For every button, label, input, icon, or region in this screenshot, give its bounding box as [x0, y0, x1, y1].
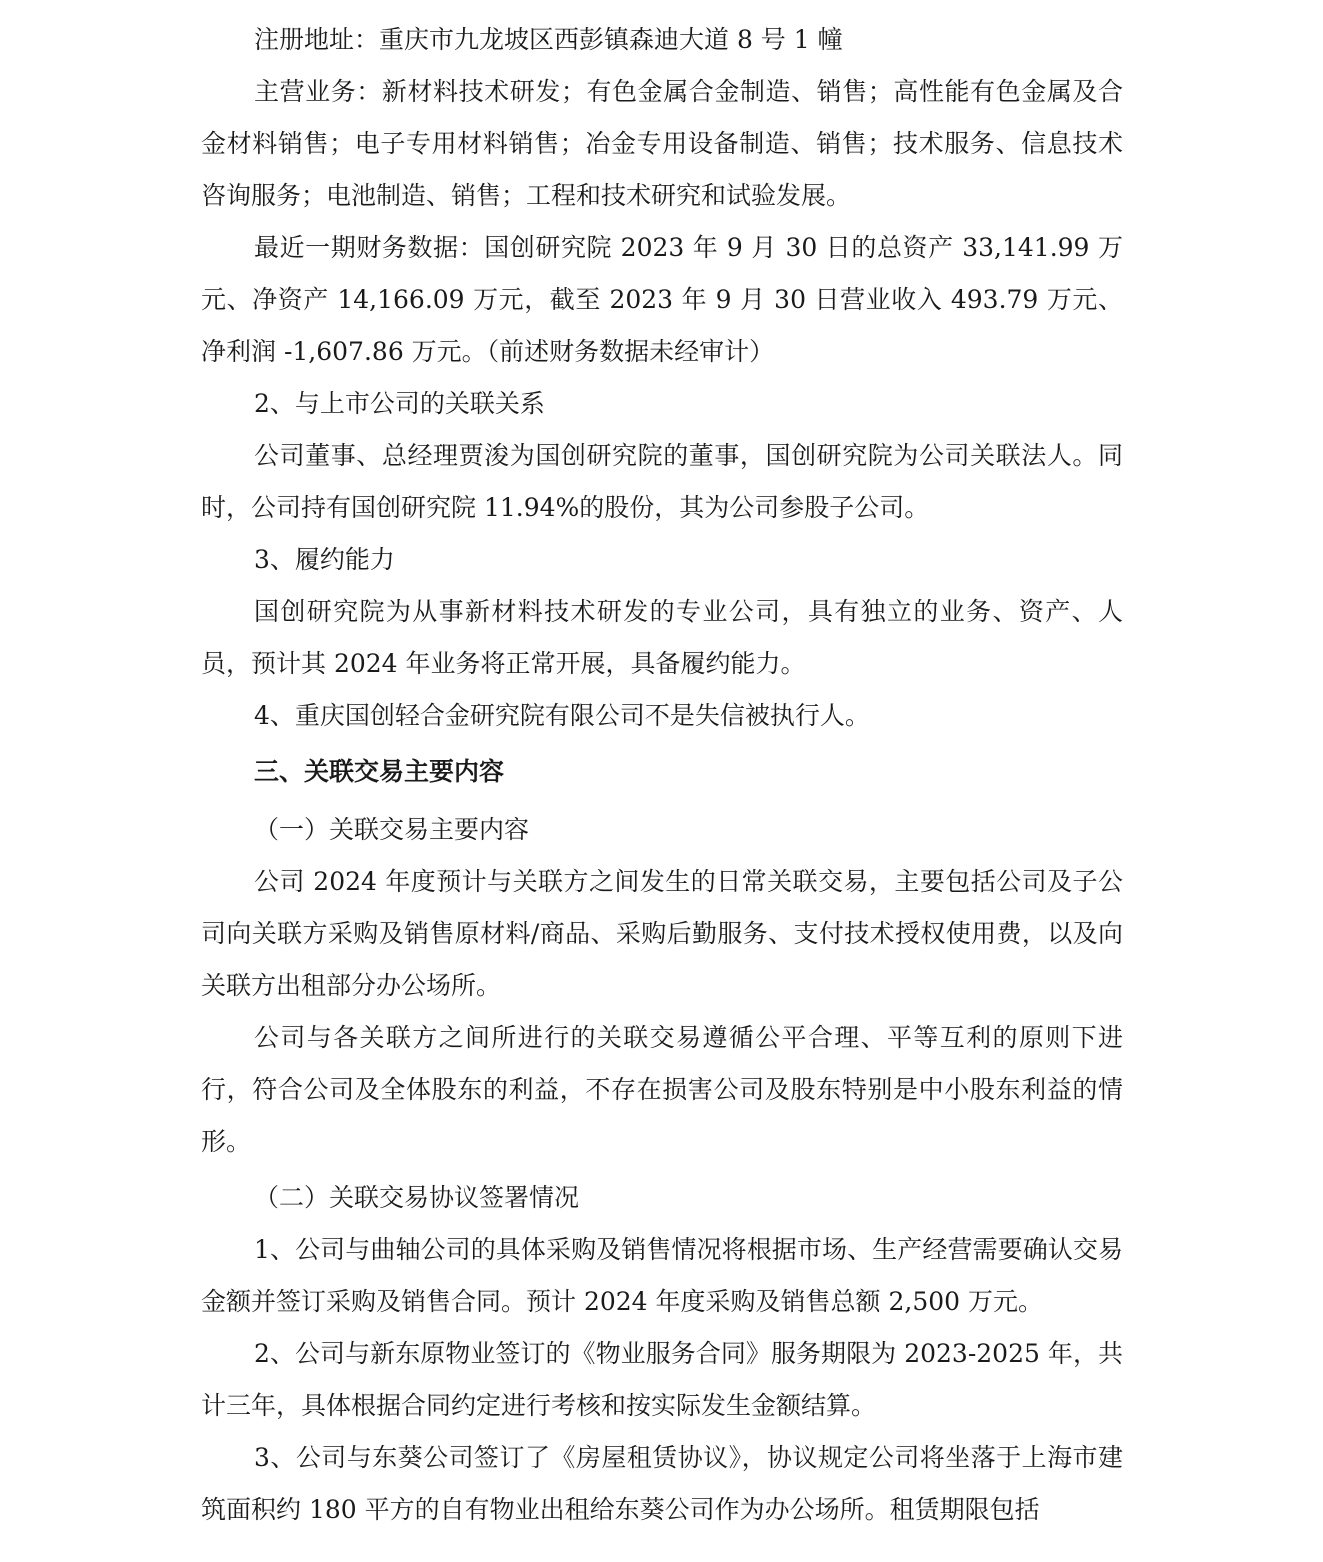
section-heading-transaction-content: 三、关联交易主要内容	[254, 757, 505, 786]
paragraph-not-dishonest: 4、重庆国创轻合金研究院有限公司不是失信被执行人。	[254, 701, 870, 730]
paragraph-capability-title: 3、履约能力	[254, 545, 395, 574]
subsection-title-agreements: （二）关联交易协议签署情况	[254, 1183, 580, 1212]
subsection-title-main-content: （一）关联交易主要内容	[254, 815, 530, 844]
paragraph-main-business: 主营业务：新材料技术研发；有色金属合金制造、销售；高性能有色金属及合金材料销售；电子专用材料销售；冶金专用设备制造、销售；技术服务、信息技术咨询服务；电池制造、销售；工程和技术研究和试验发展。	[201, 77, 1123, 210]
paragraph-agreement-lease: 3、公司与东葵公司签订了《房屋租赁协议》，协议规定公司将坐落于上海市建筑面积约 180 平方的自有物业出租给东葵公司作为办公场所。租赁期限包括	[201, 1443, 1123, 1524]
paragraph-agreement-property: 2、公司与新东原物业签订的《物业服务合同》服务期限为 2023-2025 年，共计三年，具体根据合同约定进行考核和按实际发生金额结算。	[201, 1339, 1123, 1420]
paragraph-relation-body: 公司董事、总经理贾浚为国创研究院的董事，国创研究院为公司关联法人。同时，公司持有国创研究院 11.94%的股份，其为公司参股子公司。	[201, 441, 1123, 522]
paragraph-agreement-crankshaft: 1、公司与曲轴公司的具体采购及销售情况将根据市场、生产经营需要确认交易金额并签订采购及销售合同。预计 2024 年度采购及销售总额 2,500 万元。	[201, 1235, 1123, 1316]
paragraph-capability-body: 国创研究院为从事新材料技术研发的专业公司，具有独立的业务、资产、人员，预计其 2024 年业务将正常开展，具备履约能力。	[201, 597, 1123, 678]
paragraph-financial-data: 最近一期财务数据：国创研究院 2023 年 9 月 30 日的总资产 33,141.99 万元、净资产 14,166.09 万元，截至 2023 年 9 月 30 日营业收入 493.79 万元、净利润 -1,607.86 万元。（前述财务数据未经审计）	[201, 233, 1123, 366]
paragraph-transaction-principle: 公司与各关联方之间所进行的关联交易遵循公平合理、平等互利的原则下进行，符合公司及全体股东的利益，不存在损害公司及股东特别是中小股东利益的情形。	[201, 1023, 1123, 1156]
document-page	[201, 14, 1123, 1536]
paragraph-transaction-scope: 公司 2024 年度预计与关联方之间发生的日常关联交易，主要包括公司及子公司向关联方采购及销售原材料/商品、采购后勤服务、支付技术授权使用费，以及向关联方出租部分办公场所。	[201, 867, 1123, 1000]
paragraph-registered-address: 注册地址：重庆市九龙坡区西彭镇森迪大道 8 号 1 幢	[254, 25, 843, 54]
paragraph-relation-title: 2、与上市公司的关联关系	[254, 389, 545, 418]
